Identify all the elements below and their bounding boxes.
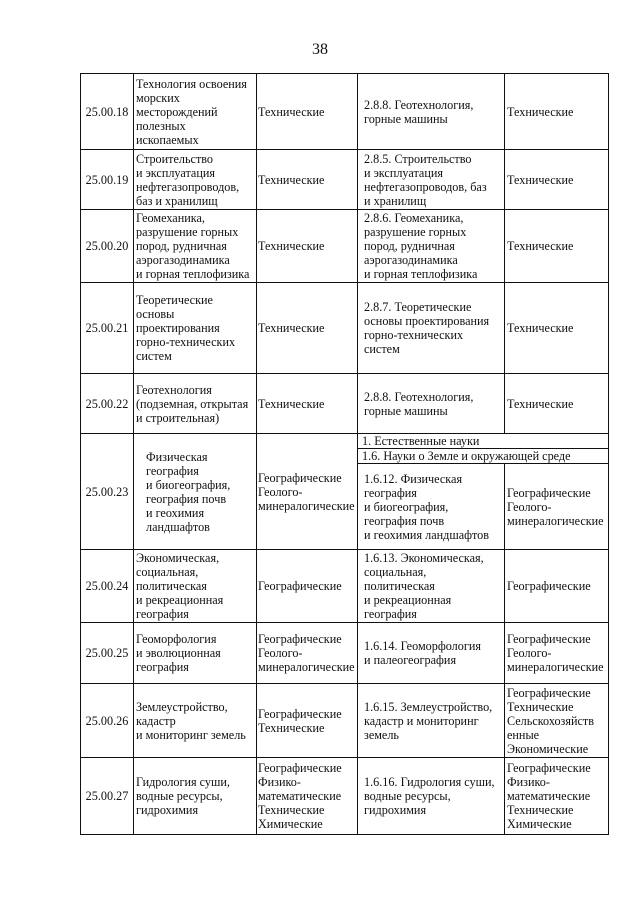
specialty-name-line: Строительство xyxy=(136,151,214,166)
specialty-name-line: Технология освоения xyxy=(136,76,247,91)
new-science-branch-line: Географические xyxy=(507,761,591,775)
new-specialty-line: кадастр и мониторинг xyxy=(364,713,479,728)
specialty-name-line: нефтегазопроводов, xyxy=(136,179,240,194)
specialty-name-line: и эволюционная xyxy=(136,646,221,660)
new-science-branch-line: енные xyxy=(507,727,540,742)
table-row xyxy=(81,758,609,835)
new-specialty-line: 1.6.15. Землеустройство, xyxy=(364,699,493,714)
new-specialty xyxy=(358,150,505,210)
specialty-code: 25.00.23 xyxy=(81,434,134,550)
table-row xyxy=(81,374,609,434)
specialty-name-line: аэрогазодинамика xyxy=(136,253,230,267)
specialty-name xyxy=(134,374,257,434)
specialty-code: 25.00.27 xyxy=(81,758,134,835)
specialty-name-line: Физическая xyxy=(146,449,208,464)
specialty-code: 25.00.19 xyxy=(81,150,134,210)
new-science-branch-line: математические xyxy=(507,789,591,803)
science-branch-line: Технические xyxy=(258,104,325,119)
science-branch xyxy=(257,210,358,283)
science-branch-line: Географические xyxy=(258,706,342,721)
table-row xyxy=(81,210,609,283)
new-specialty-line: и хранилищ xyxy=(364,193,427,208)
specialty-name-line: полезных xyxy=(136,118,186,133)
new-specialty-line: систем xyxy=(364,342,400,356)
new-science-branch-line: Технические xyxy=(507,239,574,253)
specialty-name-line: основы xyxy=(136,307,175,321)
specialty-name-line: политическая xyxy=(136,579,207,593)
specialty-name xyxy=(134,74,257,150)
table-row xyxy=(81,550,609,623)
specialty-code: 25.00.22 xyxy=(81,374,134,434)
science-branch-line: математические xyxy=(258,789,342,803)
specialty-name xyxy=(134,434,257,550)
specialty-code: 25.00.24 xyxy=(81,550,134,623)
new-science-branch-line: Географические xyxy=(507,579,591,593)
science-branch xyxy=(257,283,358,374)
new-specialty xyxy=(358,283,505,374)
new-specialty-line: и рекреационная xyxy=(364,593,452,607)
science-branch-line: Физико- xyxy=(258,775,301,789)
new-specialty-line: и геохимия ландшафтов xyxy=(364,527,490,542)
science-branch-line: Технические xyxy=(258,321,325,335)
new-science-branch xyxy=(505,374,609,434)
new-science-branch-line: Технические xyxy=(507,321,574,335)
science-branch-line: Географические xyxy=(258,761,342,775)
specialty-code: 25.00.25 xyxy=(81,623,134,684)
specialty-name-line: и эксплуатация xyxy=(136,165,215,180)
science-branch-line: Технические xyxy=(258,172,325,187)
new-science-branch xyxy=(505,74,609,150)
new-science-branch xyxy=(505,464,609,550)
page-number: 38 xyxy=(312,41,328,58)
subgroup-header: 1.6. Науки о Земле и окружающей среде xyxy=(358,449,609,464)
specialty-name-line: месторождений xyxy=(136,104,218,119)
new-specialty-line: 2.8.6. Геомеханика, xyxy=(364,211,464,225)
specialty-name-line: пород, рудничная xyxy=(136,239,227,253)
new-science-branch xyxy=(505,684,609,758)
table-row xyxy=(81,283,609,374)
specialty-name-line: разрушение горных xyxy=(136,225,239,239)
table-body xyxy=(81,74,609,835)
new-specialty-line: и горная теплофизика xyxy=(364,267,478,281)
new-science-branch-line: Географические xyxy=(507,485,591,500)
specialty-code: 25.00.18 xyxy=(81,74,134,150)
science-branch-line: Технические xyxy=(258,720,325,735)
new-specialty-line: география почв xyxy=(364,513,445,528)
new-science-branch xyxy=(505,283,609,374)
new-specialty-line: земель xyxy=(364,727,399,742)
new-specialty xyxy=(358,684,505,758)
science-branch xyxy=(257,434,358,550)
specialty-name-line: Гидрология суши, xyxy=(136,775,230,789)
new-specialty-line: горные машины xyxy=(364,403,448,418)
new-specialty-line: 1.6.12. Физическая xyxy=(364,471,463,486)
specialty-name-line: Геотехнология xyxy=(136,382,212,397)
new-specialty-line: 1.6.13. Экономическая, xyxy=(364,551,484,565)
table-row xyxy=(81,74,609,150)
new-specialty xyxy=(358,464,505,550)
specialty-name-line: гидрохимия xyxy=(136,803,199,817)
new-science-branch-line: Технические xyxy=(507,803,574,817)
science-branch-line: Географические xyxy=(258,632,342,646)
group-header: 1. Естественные науки xyxy=(358,434,609,449)
specialty-name-line: горно-технических xyxy=(136,335,236,349)
specialty-name-line: и мониторинг земель xyxy=(136,727,246,742)
science-branch xyxy=(257,74,358,150)
specialty-table xyxy=(80,73,609,835)
science-branch-line: Технические xyxy=(258,396,325,411)
science-branch xyxy=(257,758,358,835)
specialty-name-line: и рекреационная xyxy=(136,593,224,607)
specialty-name-line: и строительная) xyxy=(136,410,220,425)
specialty-name-line: и геохимия xyxy=(146,505,205,520)
new-science-branch-line: Химические xyxy=(507,817,572,831)
new-science-branch xyxy=(505,758,609,835)
new-science-branch-line: Геолого- xyxy=(507,646,552,660)
new-science-branch-line: минералогические xyxy=(507,513,604,528)
science-branch xyxy=(257,550,358,623)
new-specialty-line: 2.8.5. Строительство xyxy=(364,151,472,166)
science-branch xyxy=(257,684,358,758)
specialty-name-line: Геоморфология xyxy=(136,632,217,646)
specialty-name-line: водные ресурсы, xyxy=(136,789,223,803)
specialty-name-line: Геомеханика, xyxy=(136,211,205,225)
science-branch-line: Технические xyxy=(258,803,325,817)
new-specialty-line: гидрохимия xyxy=(364,803,427,817)
science-branch xyxy=(257,374,358,434)
specialty-name-line: география xyxy=(136,607,189,621)
new-science-branch-line: Экономические xyxy=(507,741,589,756)
new-science-branch-line: Технические xyxy=(507,104,574,119)
specialty-name-line: (подземная, открытая xyxy=(136,396,249,411)
science-branch-line: минералогические xyxy=(258,660,355,674)
specialty-name xyxy=(134,758,257,835)
specialty-name-line: география xyxy=(146,463,199,478)
new-science-branch-line: Географические xyxy=(507,685,591,700)
specialty-name-line: ископаемых xyxy=(136,132,199,147)
new-specialty-line: социальная, xyxy=(364,565,427,579)
table-row xyxy=(81,684,609,758)
new-science-branch xyxy=(505,210,609,283)
science-branch-line: Технические xyxy=(258,239,325,253)
science-branch-line: Геолого- xyxy=(258,646,303,660)
specialty-code: 25.00.21 xyxy=(81,283,134,374)
new-specialty-line: горные машины xyxy=(364,111,448,126)
specialty-name-line: социальная, xyxy=(136,565,199,579)
specialty-name xyxy=(134,684,257,758)
specialty-name-line: и горная теплофизика xyxy=(136,267,250,281)
new-specialty-line: 2.8.8. Геотехнология, xyxy=(364,389,474,404)
new-specialty-line: 1.6.14. Геоморфология xyxy=(364,639,481,653)
specialty-name xyxy=(134,283,257,374)
specialty-name-line: Теоретические xyxy=(136,293,213,307)
science-branch xyxy=(257,623,358,684)
science-branch-line: минералогические xyxy=(258,498,355,513)
new-science-branch-line: Технические xyxy=(507,172,574,187)
new-science-branch-line: Технические xyxy=(507,699,574,714)
specialty-code: 25.00.26 xyxy=(81,684,134,758)
new-specialty-line: нефтегазопроводов, баз xyxy=(364,179,487,194)
specialty-name xyxy=(134,550,257,623)
new-specialty-line: водные ресурсы, xyxy=(364,789,451,803)
new-specialty xyxy=(358,74,505,150)
specialty-name-line: Экономическая, xyxy=(136,551,220,565)
new-specialty-line: основы проектирования xyxy=(364,314,490,328)
table-row xyxy=(81,434,609,449)
new-specialty-line: и эксплуатация xyxy=(364,165,443,180)
table-row xyxy=(81,150,609,210)
new-science-branch xyxy=(505,150,609,210)
new-science-branch-line: Геолого- xyxy=(507,499,552,514)
science-branch xyxy=(257,150,358,210)
new-specialty-line: горно-технических xyxy=(364,328,464,342)
specialty-name-line: ландшафтов xyxy=(146,519,210,534)
specialty-name xyxy=(134,623,257,684)
table-row xyxy=(81,623,609,684)
new-science-branch-line: Технические xyxy=(507,396,574,411)
specialty-name-line: и биогеография, xyxy=(146,477,231,492)
new-specialty-line: разрушение горных xyxy=(364,225,467,239)
specialty-name-line: морских xyxy=(136,90,180,105)
science-branch-line: Географические xyxy=(258,470,342,485)
new-science-branch-line: Физико- xyxy=(507,775,550,789)
new-specialty-line: 2.8.7. Теоретические xyxy=(364,300,472,314)
new-specialty-line: политическая xyxy=(364,579,435,593)
new-science-branch-line: Географические xyxy=(507,632,591,646)
specialty-name-line: кадастр xyxy=(136,713,176,728)
new-science-branch-line: минералогические xyxy=(507,660,604,674)
new-specialty-line: и палеогеография xyxy=(364,653,457,667)
new-science-branch xyxy=(505,623,609,684)
new-specialty-line: и биогеография, xyxy=(364,499,449,514)
specialty-name-line: систем xyxy=(136,349,172,363)
new-specialty xyxy=(358,758,505,835)
new-specialty xyxy=(358,623,505,684)
new-specialty xyxy=(358,210,505,283)
new-specialty xyxy=(358,374,505,434)
specialty-code: 25.00.20 xyxy=(81,210,134,283)
specialty-name-line: Землеустройство, xyxy=(136,699,228,714)
new-specialty-line: аэрогазодинамика xyxy=(364,253,458,267)
new-science-branch-line: Сельскохозяйств xyxy=(507,713,594,728)
new-specialty-line: пород, рудничная xyxy=(364,239,455,253)
new-specialty-line: география xyxy=(364,485,417,500)
new-specialty-line: 1.6.16. Гидрология суши, xyxy=(364,775,495,789)
specialty-name xyxy=(134,210,257,283)
science-branch-line: Геолого- xyxy=(258,484,303,499)
new-specialty-line: география xyxy=(364,607,417,621)
new-science-branch xyxy=(505,550,609,623)
science-branch-line: Химические xyxy=(258,817,323,831)
specialty-name-line: география почв xyxy=(146,491,227,506)
specialty-name-line: проектирования xyxy=(136,321,220,335)
new-specialty-line: 2.8.8. Геотехнология, xyxy=(364,97,474,112)
science-branch-line: Географические xyxy=(258,579,342,593)
specialty-name xyxy=(134,150,257,210)
specialty-name-line: баз и хранилищ xyxy=(136,193,218,208)
specialty-name-line: география xyxy=(136,660,189,674)
new-specialty xyxy=(358,550,505,623)
